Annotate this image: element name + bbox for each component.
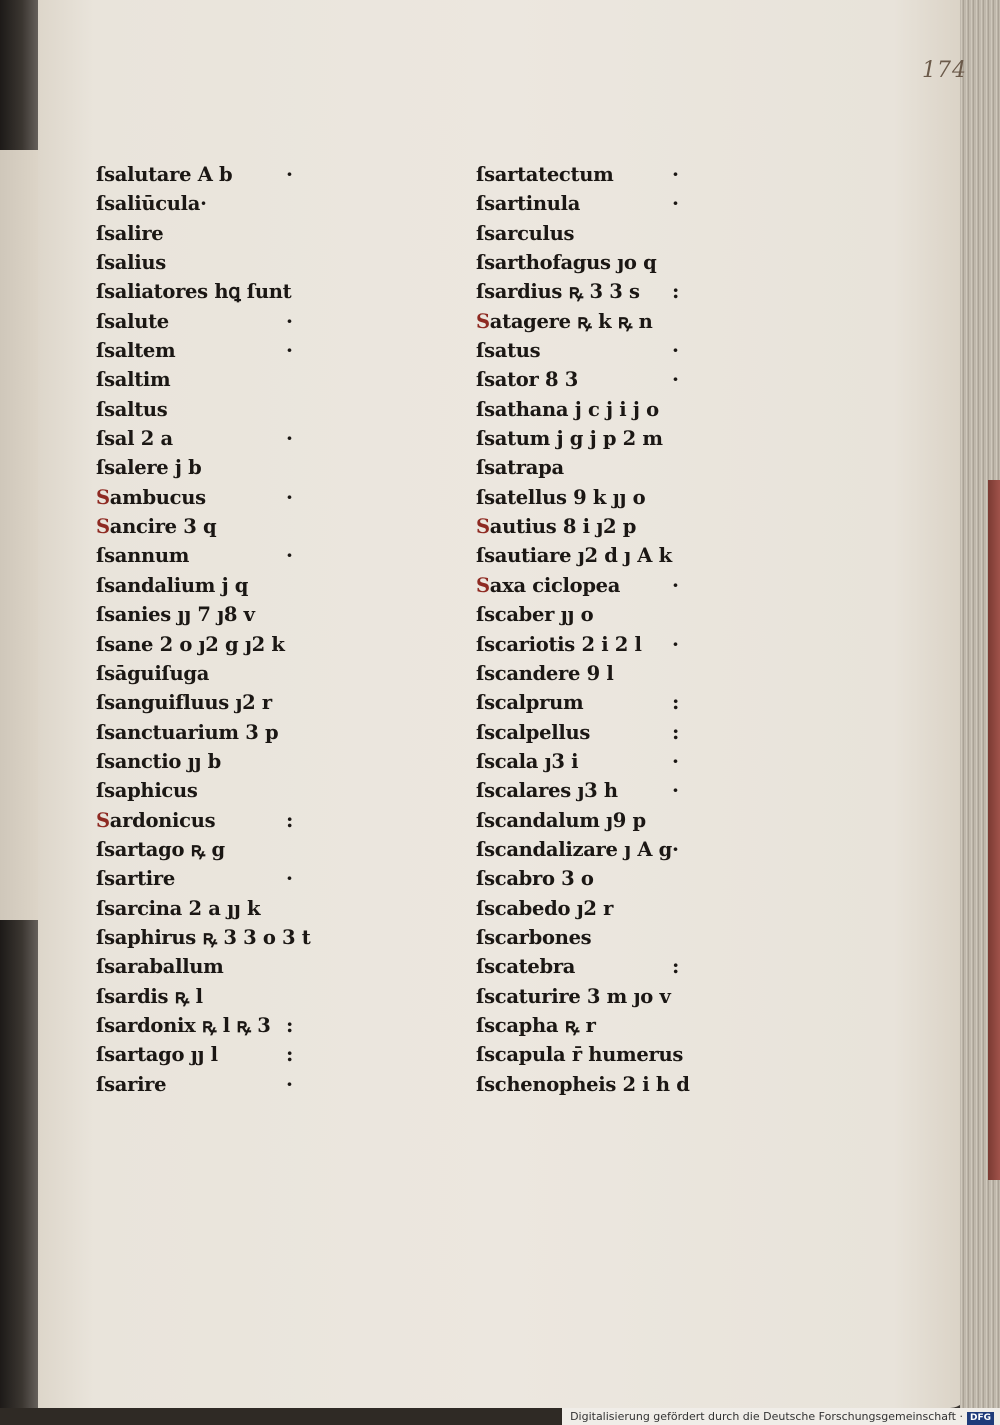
- index-entry: [96, 160, 436, 189]
- entry-text: ſsaraballum: [96, 955, 224, 979]
- index-entry: [96, 248, 436, 277]
- facing-page-edge: [0, 150, 40, 920]
- entry-text: ſsanguifluus ȷ2 r: [96, 691, 272, 715]
- index-entry: [96, 806, 436, 835]
- entry-mark: ·: [286, 338, 293, 363]
- entry-mark: ·: [286, 484, 293, 509]
- index-entry: [96, 659, 436, 688]
- entry-text: Sancire 3 q: [96, 515, 217, 539]
- entry-text: Sambucus: [96, 485, 206, 509]
- entry-text: ſsardis ꝶ l: [96, 984, 203, 1008]
- index-entry: [96, 336, 436, 365]
- index-entry: [476, 453, 696, 482]
- entry-mark: ·: [672, 338, 679, 363]
- entry-text: ſsanies ȷȷ 7 ȷ8 v: [96, 603, 255, 627]
- entry-text: ſsaltem: [96, 339, 176, 363]
- red-edge: [988, 480, 1000, 1180]
- index-entry: [476, 189, 696, 218]
- entry-mark: :: [286, 1042, 294, 1067]
- index-entry: [96, 688, 436, 717]
- index-entry: [96, 776, 436, 805]
- index-entry: [476, 835, 696, 864]
- entry-text: ſscalprum: [476, 691, 584, 715]
- entry-mark: ·: [672, 778, 679, 803]
- entry-text: ſsautiare ȷ2 d ȷ A k: [476, 544, 672, 568]
- entry-text: ſsartire: [96, 867, 175, 891]
- index-entry: [476, 806, 696, 835]
- entry-text: ſsatellus 9 k ȷȷ o: [476, 485, 646, 509]
- index-entry: [476, 864, 696, 893]
- entry-text: ſsaltus: [96, 397, 168, 421]
- entry-mark: :: [672, 954, 680, 979]
- entry-text: ſscalares ȷ3 h: [476, 779, 618, 803]
- digitization-credit: [562, 1408, 1000, 1425]
- index-entry: [96, 1070, 436, 1099]
- entry-mark: ·: [672, 162, 679, 186]
- entry-text: Saxa ciclopea: [476, 573, 621, 597]
- index-entry: [476, 424, 696, 453]
- entry-text: ſscalpellus: [476, 720, 590, 744]
- entry-text: ſsator 8 3: [476, 368, 579, 392]
- index-entry: [476, 718, 696, 747]
- index-entry: [96, 277, 436, 306]
- entry-text: ſsardonix ꝶ l ꝶ 3: [96, 1013, 271, 1037]
- entry-text: ſsatus: [476, 339, 541, 363]
- index-entry: [476, 776, 696, 805]
- entry-text: ſscandere 9 l: [476, 661, 614, 685]
- entry-text: Sautius 8 i ȷ2 p: [476, 515, 637, 539]
- index-entry: [96, 835, 436, 864]
- index-entry: [476, 483, 696, 512]
- entry-text: ſsanctio ȷȷ b: [96, 749, 221, 773]
- index-entry: [96, 894, 436, 923]
- entry-mark: ·: [672, 836, 679, 861]
- dfg-logo: DFG: [967, 1412, 994, 1425]
- index-entry: [476, 1040, 696, 1069]
- entry-text: ſscabro 3 o: [476, 867, 594, 891]
- entry-text: ſsal 2 a: [96, 427, 173, 451]
- entry-text: ſsane 2 o ȷ2 g ȷ2 k: [96, 632, 285, 656]
- index-entry: [96, 424, 436, 453]
- index-entry: [476, 747, 696, 776]
- index-entry: [96, 219, 436, 248]
- index-entry: [476, 336, 696, 365]
- index-entry: [96, 395, 436, 424]
- index-entry: [96, 600, 436, 629]
- entry-text: Satagere ꝶ k ꝶ n: [476, 309, 653, 333]
- index-entry: [476, 894, 696, 923]
- index-entry: [96, 952, 436, 981]
- entry-mark: :: [672, 719, 680, 744]
- entry-text: ſsaphicus: [96, 779, 198, 803]
- index-entry: [476, 160, 696, 189]
- entry-mark: ·: [672, 748, 679, 773]
- index-entry: [476, 571, 696, 600]
- index-entry: [96, 571, 436, 600]
- entry-mark: ·: [286, 308, 293, 333]
- entry-text: ſsanctuarium 3 p: [96, 720, 279, 744]
- index-entry: [476, 600, 696, 629]
- index-entry: [476, 923, 696, 952]
- index-entry: [476, 307, 696, 336]
- entry-text: ſscabedo ȷ2 r: [476, 896, 614, 920]
- index-entry: [96, 923, 436, 952]
- index-entry: [476, 659, 696, 688]
- entry-text: ſsalius: [96, 251, 166, 275]
- index-entry: [96, 718, 436, 747]
- entry-mark: ·: [286, 1071, 293, 1096]
- entry-text: ſsaphirus ꝶ 3 3 o 3 t: [96, 925, 311, 949]
- entry-text: ſsarculus: [476, 221, 575, 245]
- entry-text: ſscala ȷ3 i: [476, 749, 579, 773]
- entry-text: ſsatrapa: [476, 456, 564, 480]
- entry-text: ſsartago ꝶ g: [96, 837, 225, 861]
- index-column-left: [96, 160, 436, 1099]
- entry-text: ſsartatectum: [476, 163, 614, 186]
- entry-mark: ·: [286, 426, 293, 451]
- entry-text: ſsaliūcula·: [96, 192, 207, 216]
- index-entry: [476, 512, 696, 541]
- index-entry: [476, 1070, 696, 1099]
- index-column-right: [476, 160, 696, 1099]
- index-entry: [96, 453, 436, 482]
- index-entry: [96, 189, 436, 218]
- credit-text: Digitalisierung gefördert durch die Deutsche Forschungsgemeinschaft ·: [570, 1410, 963, 1423]
- entry-text: ſsandalium j q: [96, 573, 249, 597]
- index-entry: [476, 277, 696, 306]
- entry-mark: ·: [672, 191, 679, 216]
- index-entry: [476, 395, 696, 424]
- entry-text: ſsaliatores hꝗ ſunt: [96, 280, 292, 304]
- index-entry: [96, 982, 436, 1011]
- entry-text: ſsarcina 2 a ȷȷ k: [96, 896, 261, 920]
- entry-mark: ·: [672, 631, 679, 656]
- entry-text: ſsannum: [96, 544, 190, 568]
- entry-text: ſsardius ꝶ 3 3 s: [476, 280, 640, 304]
- index-entry: [96, 512, 436, 541]
- entry-text: ſsarire: [96, 1072, 167, 1096]
- index-entry: [96, 541, 436, 570]
- entry-text: ſsalutare A b: [96, 163, 233, 186]
- entry-mark: ·: [672, 367, 679, 392]
- entry-text: ſscaturire 3 m ȷo v: [476, 984, 671, 1008]
- entry-text: Sardonicus: [96, 808, 216, 832]
- entry-text: ſscarbones: [476, 925, 592, 949]
- entry-text: ſscaber ȷȷ o: [476, 603, 594, 627]
- index-entry: [96, 747, 436, 776]
- index-entry: [476, 365, 696, 394]
- entry-mark: :: [672, 279, 680, 304]
- entry-mark: ·: [286, 162, 293, 186]
- entry-text: ſsarthofagus ȷo q: [476, 251, 657, 275]
- index-entry: [476, 219, 696, 248]
- entry-text: ſsalire: [96, 221, 164, 245]
- entry-text: ſscandalizare ȷ A g: [476, 837, 673, 861]
- index-entry: [96, 365, 436, 394]
- index-entry: [96, 307, 436, 336]
- entry-mark: :: [286, 1012, 294, 1037]
- entry-text: ſschenopheis 2 i h d: [476, 1072, 690, 1096]
- entry-text: ſsaltim: [96, 368, 171, 392]
- entry-mark: :: [286, 807, 294, 832]
- entry-text: ſsāguiſuga: [96, 661, 210, 685]
- entry-text: ſsatum j g j p 2 m: [476, 427, 663, 451]
- entry-text: ſscatebra: [476, 955, 576, 979]
- entry-mark: ·: [286, 866, 293, 891]
- entry-text: ſsathana j c j i j o: [476, 397, 659, 421]
- entry-text: ſsalute: [96, 309, 169, 333]
- entry-text: ſscandalum ȷ9 p: [476, 808, 646, 832]
- page-edges: [960, 0, 1000, 1425]
- index-entry: [476, 630, 696, 659]
- entry-text: ſscapha ꝶ r: [476, 1013, 596, 1037]
- entry-text: ſsartinula: [476, 192, 581, 216]
- index-entry: [476, 688, 696, 717]
- index-entry: [96, 1040, 436, 1069]
- entry-mark: ·: [672, 572, 679, 597]
- folio-number: 174: [922, 58, 967, 83]
- index-entry: [476, 541, 696, 570]
- entry-text: ſsalere j b: [96, 456, 202, 480]
- index-entry: [476, 982, 696, 1011]
- index-entry: [96, 1011, 436, 1040]
- index-entry: [96, 630, 436, 659]
- entry-text: ſscariotis 2 i 2 l: [476, 632, 642, 656]
- index-entry: [96, 483, 436, 512]
- index-entry: [476, 248, 696, 277]
- entry-mark: :: [672, 690, 680, 715]
- entry-mark: ·: [286, 543, 293, 568]
- entry-text: ſscapula r̄ humerus: [476, 1043, 684, 1067]
- entry-text: ſsartago ȷȷ l: [96, 1043, 218, 1067]
- index-entry: [476, 952, 696, 981]
- index-entry: [476, 1011, 696, 1040]
- index-entry: [96, 864, 436, 893]
